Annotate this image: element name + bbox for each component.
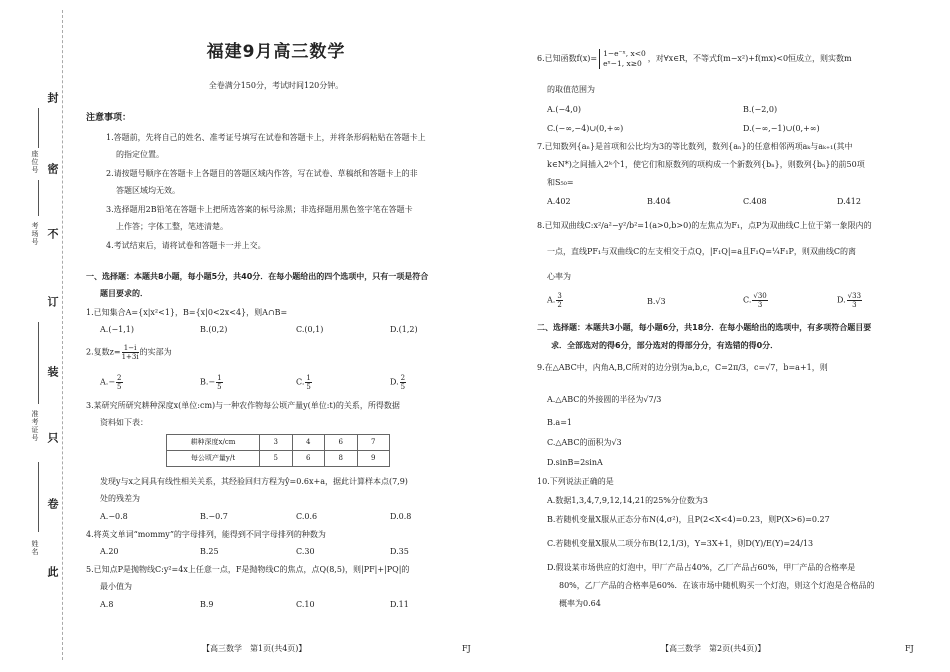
table-cell: 8 bbox=[325, 451, 358, 467]
q2-option-b-label: B.− bbox=[200, 377, 216, 387]
q7-option-c: C.408 bbox=[743, 197, 767, 206]
q8-option-d-num: √33 bbox=[847, 292, 862, 300]
q6-case-2: eˣ−1, x≥0 bbox=[603, 59, 642, 68]
question-8-stem-cont: 一点，直线PF₁与双曲线C的左支相交于点Q，|F₁Q|=a且F₁Q=¼F₁P，则双曲线C的离 bbox=[547, 247, 857, 256]
seal-char: 只 bbox=[46, 432, 59, 443]
q8-option-b: B.√3 bbox=[647, 297, 666, 306]
q9-option-c: C.△ABC的面积为√3 bbox=[547, 438, 622, 447]
question-5-stem-cont: 最小值为 bbox=[100, 582, 132, 591]
field-line bbox=[38, 108, 39, 148]
section-one-heading: 一、选择题：本题共8小题，每小题5分，共40分．在每小题给出的四个选项中，只有一项是符合 bbox=[86, 272, 429, 281]
q2-option-b-den: 5 bbox=[217, 383, 222, 391]
question-8-stem-end: 心率为 bbox=[547, 272, 571, 281]
q10-option-d-end: 概率为0.64 bbox=[559, 599, 601, 608]
page-footer-right: 【高三数学 第2页(共4页)】 bbox=[661, 644, 766, 653]
field-line bbox=[38, 322, 39, 404]
q4-option-c: C.30 bbox=[296, 547, 315, 556]
exam-title: 福建9月高三数学 bbox=[206, 42, 346, 62]
q8-option-d-den: 3 bbox=[852, 301, 857, 309]
q2-option-a bbox=[100, 374, 124, 391]
ticket-number-label: 准考证号 bbox=[31, 410, 39, 442]
q8-option-c-label: C. bbox=[743, 295, 752, 305]
q2-option-c-num: 1 bbox=[306, 374, 311, 382]
question-3-stem: 3.某研究所研究耕种深度x(单位:cm)与一种农作物每公顷产量y(单位:t)的关系，所得数据 bbox=[86, 401, 400, 410]
q10-option-c: C.若随机变量X服从二项分布B(12,1/3)，Y=3X+1，则D(Y)/E(Y)=24/13 bbox=[547, 539, 814, 548]
q6-option-c: C.(−∞,−4)∪(0,+∞) bbox=[547, 124, 624, 133]
note-line: 上作答；字体工整，笔迹清楚。 bbox=[116, 222, 228, 231]
q10-option-d: D.假设某市场供应的灯泡中，甲厂产品占40%，乙厂产品占60%，甲厂产品的合格率是 bbox=[547, 563, 856, 572]
q8-option-a-den: 2 bbox=[557, 301, 562, 309]
cut-line bbox=[62, 10, 63, 660]
q4-option-b: B.25 bbox=[200, 547, 219, 556]
q2-option-b-num: 1 bbox=[217, 374, 222, 382]
note-line: 3.选择题用2B铅笔在答题卡上把所选答案的标号涂黑；非选择题用黑色签字笔在答题卡 bbox=[106, 205, 413, 214]
q10-option-b: B.若随机变量X服从正态分布N(4,σ²)，且P(2<X<4)=0.23，则P(X>6)=0.27 bbox=[547, 515, 830, 524]
q3-option-b: B.−0.7 bbox=[200, 512, 228, 521]
seal-char: 密 bbox=[46, 163, 59, 174]
q2-option-d-frac bbox=[400, 374, 406, 391]
q6-option-d: D.(−∞,−1)∪(0,+∞) bbox=[743, 124, 820, 133]
seal-char: 不 bbox=[46, 228, 59, 239]
q2-option-a-den: 5 bbox=[117, 383, 122, 391]
table-cell: 耕种深度x/cm bbox=[167, 435, 260, 451]
notes-heading: 注意事项： bbox=[86, 113, 132, 123]
q7-option-b: B.404 bbox=[647, 197, 671, 206]
table-cell: 5 bbox=[260, 451, 293, 467]
table-cell: 6 bbox=[325, 435, 358, 451]
question-10-stem: 10.下列说法正确的是 bbox=[537, 477, 614, 486]
table-cell: 4 bbox=[292, 435, 325, 451]
q8-option-a-num: 3 bbox=[557, 292, 562, 300]
q2-option-d-num: 2 bbox=[400, 374, 406, 382]
question-6-stem bbox=[537, 49, 852, 69]
table-cell: 3 bbox=[260, 435, 293, 451]
q8-option-a bbox=[547, 292, 564, 309]
question-6-stem-cont: 的取值范围为 bbox=[547, 85, 595, 94]
section-one-heading-cont: 题目要求的． bbox=[100, 289, 148, 298]
q2-option-d bbox=[390, 374, 407, 391]
table-cell: 7 bbox=[357, 435, 390, 451]
q2-option-a-label: A.− bbox=[100, 377, 116, 387]
q8-option-c-den: 3 bbox=[757, 301, 763, 309]
note-line: 1.答题前，先将自己的姓名、准考证号填写在试卷和答题卡上，并将条形码粘贴在答题卡上 bbox=[106, 133, 426, 142]
q2-option-a-num: 2 bbox=[117, 374, 122, 382]
field-line bbox=[38, 462, 39, 532]
question-8-stem: 8.已知双曲线C:x²/a²−y²/b²=1(a>0,b>0)的左焦点为F₁，点P为双曲线C上位于第一象限内的 bbox=[537, 221, 872, 230]
question-5-stem: 5.已知点P是抛物线C:y²=4x上任意一点，F是抛物线C的焦点，点Q(8,5)，则|PF|+|PQ|的 bbox=[86, 565, 410, 574]
q8-option-c bbox=[743, 292, 769, 309]
table-row bbox=[167, 435, 390, 451]
note-line: 答题区域均无效。 bbox=[116, 186, 180, 195]
field-line bbox=[38, 180, 39, 216]
q2-option-d-label: D. bbox=[390, 377, 399, 387]
q1-option-c: C.(0,1) bbox=[296, 325, 324, 334]
q8-option-a-label: A. bbox=[547, 295, 556, 305]
page-code-left: FJ bbox=[462, 644, 471, 653]
q2-option-c-label: C. bbox=[296, 377, 305, 387]
seat-number-label: 座位号 bbox=[31, 150, 39, 174]
q3-option-c: C.0.6 bbox=[296, 512, 318, 521]
left-page bbox=[84, 0, 474, 672]
note-line: 4.考试结束后，请将试卷和答题卡一并上交。 bbox=[106, 241, 266, 250]
seal-char: 封 bbox=[46, 92, 59, 103]
note-line: 2.请按题号顺序在答题卡上各题目的答题区域内作答，写在试卷、草稿纸和答题卡上的非 bbox=[106, 169, 418, 178]
q2-den: 1+3i bbox=[121, 353, 139, 361]
q6-piecewise bbox=[599, 49, 646, 69]
q7-option-a: A.402 bbox=[547, 197, 571, 206]
q2-option-b bbox=[200, 374, 224, 391]
q2-option-b-frac bbox=[216, 374, 222, 391]
table-cell: 9 bbox=[357, 451, 390, 467]
q5-option-b: B.9 bbox=[200, 600, 214, 609]
q10-option-a: A.数据1,3,4,7,9,12,14,21的25%分位数为3 bbox=[547, 496, 708, 505]
q5-option-a: A.8 bbox=[100, 600, 114, 609]
seal-char: 装 bbox=[46, 366, 59, 377]
q6-option-b: B.(−2,0) bbox=[743, 105, 778, 114]
q8-option-c-num: √30 bbox=[753, 292, 767, 300]
page-footer-left: 【高三数学 第1页(共4页)】 bbox=[202, 644, 307, 653]
q2-option-d-den: 5 bbox=[400, 383, 406, 391]
q6-pre: 6.已知函数f(x)= bbox=[537, 54, 598, 63]
q3-option-d: D.0.8 bbox=[390, 512, 412, 521]
q8-option-d bbox=[837, 292, 863, 309]
q2-stem-pre: 2.复数z= bbox=[86, 347, 121, 357]
q2-num: 1−i bbox=[122, 344, 139, 353]
q9-option-d: D.sinB=2sinA bbox=[547, 458, 603, 467]
q9-option-a: A.△ABC的外接圆的半径为√7/3 bbox=[547, 395, 662, 404]
q1-option-d: D.(1,2) bbox=[390, 325, 418, 334]
q6-option-a: A.(−4,0) bbox=[547, 105, 581, 114]
q9-option-b: B.a=1 bbox=[547, 418, 572, 427]
q2-option-c-frac bbox=[305, 374, 311, 391]
q4-option-a: A.20 bbox=[100, 547, 119, 556]
seal-char: 此 bbox=[46, 566, 59, 577]
question-4-stem: 4.将英文单词“mommy”的字母排列，能得到不同字母排列的种数为 bbox=[86, 530, 326, 539]
seal-char: 订 bbox=[46, 296, 59, 307]
table-cell: 每公顷产量y/t bbox=[167, 451, 260, 467]
table-cell: 6 bbox=[292, 451, 325, 467]
question-7-stem-cont: k∈N*)之间插入2ᵏ个1，使它们和原数列的项构成一个新数列{bₙ}，则数列{bₙ}的前50项 bbox=[547, 160, 865, 169]
section-two-heading: 二、选择题：本题共3小题，每小题6分，共18分．在每小题给出的选项中，有多项符合题目要 bbox=[537, 323, 872, 332]
question-2-stem bbox=[86, 344, 172, 361]
q3-option-a: A.−0.8 bbox=[100, 512, 128, 521]
right-page bbox=[537, 0, 921, 672]
q8-option-a-frac bbox=[556, 292, 562, 309]
q7-option-d: D.412 bbox=[837, 197, 861, 206]
table-row bbox=[167, 451, 390, 467]
q5-option-d: D.11 bbox=[390, 600, 409, 609]
q2-option-a-frac bbox=[116, 374, 122, 391]
exam-room-label: 考场号 bbox=[31, 222, 39, 246]
q4-option-d: D.35 bbox=[390, 547, 409, 556]
q1-option-a: A.(−1,1) bbox=[100, 325, 134, 334]
note-line: 的指定位置。 bbox=[116, 150, 164, 159]
name-label: 姓名 bbox=[31, 540, 39, 556]
q10-option-d-cont: 80%，乙厂产品的合格率是60%．在该市场中随机购买一个灯泡，则这个灯泡是合格品的 bbox=[559, 581, 875, 590]
binding-margin bbox=[0, 0, 70, 672]
question-3-body-cont: 处的残差为 bbox=[100, 494, 140, 503]
question-1-stem: 1.已知集合A={x|x²<1}，B={x|0<2x<4}，则A∩B= bbox=[86, 308, 288, 317]
q2-option-c bbox=[296, 374, 313, 391]
q8-option-c-frac bbox=[752, 292, 767, 309]
page-code-right: FJ bbox=[905, 644, 914, 653]
q6-post: ，对∀x∈R，不等式f(m−x²)+f(mx)<0恒成立，则实数m bbox=[647, 54, 852, 63]
q2-stem-post: 的实部为 bbox=[139, 347, 172, 357]
q2-fraction bbox=[122, 344, 139, 361]
q8-option-d-frac bbox=[847, 292, 862, 309]
question-7-stem: 7.已知数列{aₙ}是首项和公比均为3的等比数列，数列{aₙ}的任意相邻两项aₖ与aₖ₊₁(其中 bbox=[537, 142, 853, 151]
q2-option-c-den: 5 bbox=[306, 383, 311, 391]
q5-option-c: C.10 bbox=[296, 600, 315, 609]
q1-option-b: B.(0,2) bbox=[200, 325, 228, 334]
q3-data-table bbox=[166, 434, 390, 467]
question-3-body: 发现y与x之间具有线性相关关系，其经验回归方程为ŷ=0.6x+a，据此计算样本点(7,9) bbox=[100, 477, 408, 486]
section-two-heading-cont: 求．全部选对的得6分，部分选对的得部分分，有选错的得0分． bbox=[551, 341, 779, 350]
seal-char: 卷 bbox=[46, 498, 59, 509]
question-7-stem-end: 和S₅₀= bbox=[547, 178, 574, 187]
question-9-stem: 9.在△ABC中，内角A,B,C所对的边分别为a,b,c，C=2π/3，c=√7，b=a+1，则 bbox=[537, 363, 828, 372]
q6-case-1: 1−e⁻ˣ, x<0 bbox=[603, 49, 646, 58]
question-3-stem-cont: 资料如下表： bbox=[100, 418, 148, 427]
q8-option-d-label: D. bbox=[837, 295, 846, 305]
exam-subtitle: 全卷满分150分，考试时间120分钟。 bbox=[208, 81, 344, 90]
